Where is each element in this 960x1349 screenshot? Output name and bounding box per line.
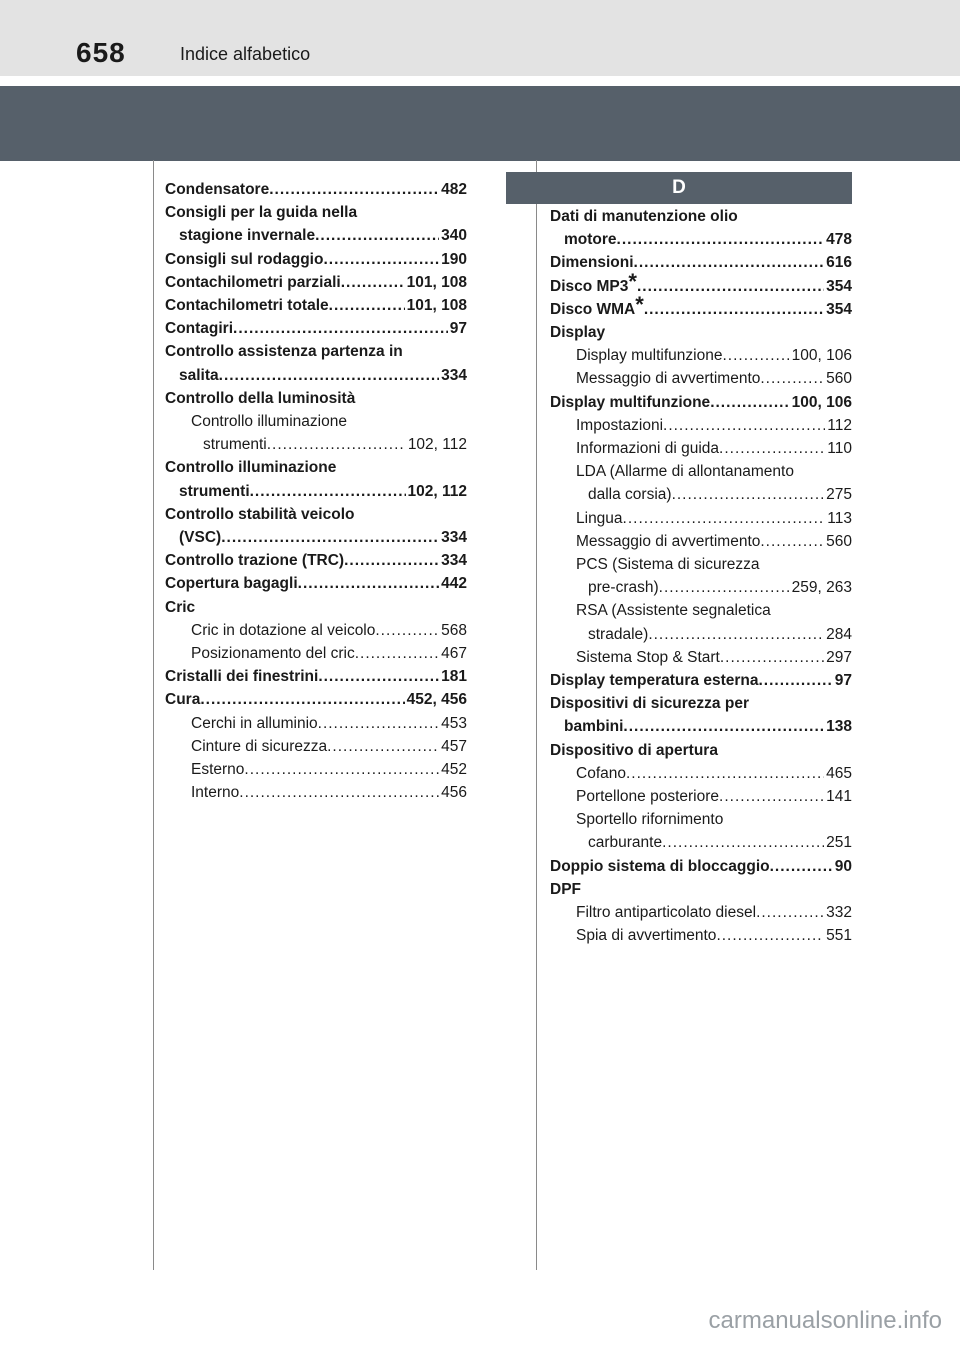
entry-term: Sistema Stop & Start xyxy=(576,648,720,666)
entry-term: DPF xyxy=(550,880,581,898)
entry-page-ref: 102, 112 xyxy=(407,482,467,500)
entry-term: Portellone posteriore xyxy=(576,788,720,806)
entry-term: LDA (Allarme di allontanamento xyxy=(576,463,794,481)
index-entry xyxy=(165,781,467,804)
entry-term: Lingua xyxy=(576,509,623,527)
index-entry xyxy=(165,596,467,619)
entry-term: RSA (Assistente segnaletica xyxy=(576,602,771,620)
entry-term: Cerchi in alluminio xyxy=(191,714,318,732)
dot-leader xyxy=(355,642,439,665)
dot-leader xyxy=(327,735,439,758)
index-entry xyxy=(550,414,852,437)
dot-leader xyxy=(760,367,824,390)
dot-leader xyxy=(250,480,406,503)
entry-term: strumenti xyxy=(179,482,250,500)
entry-page-ref: 332 xyxy=(826,904,852,922)
entry-page-ref: 251 xyxy=(826,834,852,852)
entry-term: pre-crash) xyxy=(588,579,659,597)
entry-term: Cristalli dei finestrini xyxy=(165,668,319,686)
dot-leader xyxy=(719,437,825,460)
index-entry xyxy=(550,483,852,506)
entry-page-ref: 465 xyxy=(826,764,852,782)
page-number: 658 xyxy=(76,37,126,68)
entry-term: Consigli per la guida nella xyxy=(165,204,358,222)
entry-term: Informazioni di guida xyxy=(576,440,720,458)
entry-page-ref: 110 xyxy=(827,440,852,458)
index-entry xyxy=(550,924,852,947)
entry-page-ref: 334 xyxy=(441,552,467,570)
entry-page-ref: 616 xyxy=(826,254,852,272)
entry-term: Controllo illuminazione xyxy=(165,459,337,477)
entry-term: dalla corsia) xyxy=(588,486,672,504)
index-entry xyxy=(550,692,852,715)
index-entry xyxy=(165,201,467,224)
entry-term: Controllo assistenza partenza in xyxy=(165,343,403,361)
index-entry xyxy=(165,503,467,526)
entry-term: salita xyxy=(179,366,219,384)
index-entry xyxy=(550,291,852,321)
entry-term: Cura xyxy=(165,691,201,709)
index-entry xyxy=(550,391,852,414)
entry-page-ref: 90 xyxy=(834,857,852,875)
dot-leader xyxy=(758,669,832,692)
index-entry xyxy=(550,901,852,924)
dot-leader xyxy=(318,712,439,735)
entry-page-ref: 482 xyxy=(441,181,467,198)
entry-page-ref: 190 xyxy=(441,250,467,268)
dot-leader xyxy=(710,391,789,414)
entry-term: bambini xyxy=(564,718,624,736)
entry-term: Dispositivi di sicurezza per xyxy=(550,695,749,713)
entry-page-ref: 467 xyxy=(441,645,467,663)
entry-term: Cric in dotazione al veicolo xyxy=(191,621,376,639)
index-entry xyxy=(165,572,467,595)
column-divider-left xyxy=(153,160,154,1270)
entry-page-ref: 297 xyxy=(826,648,852,666)
entry-term: Messaggio di avvertimento xyxy=(576,370,761,388)
index-entry xyxy=(165,387,467,410)
entry-page-ref: 259, 263 xyxy=(791,579,852,597)
index-entry xyxy=(550,831,852,854)
entry-page-ref: 551 xyxy=(826,927,852,945)
entry-page-ref: 453 xyxy=(441,714,467,732)
entry-page-ref: 284 xyxy=(826,625,852,643)
dot-leader xyxy=(659,576,790,599)
entry-term: Sportello rifornimento xyxy=(576,811,724,829)
index-entry xyxy=(165,340,467,363)
dot-leader xyxy=(267,433,406,456)
entry-page-ref: 100, 106 xyxy=(791,347,852,365)
dot-leader xyxy=(644,298,824,321)
entry-term: Posizionamento del cric xyxy=(191,645,355,663)
dot-leader xyxy=(760,530,824,553)
dot-leader xyxy=(375,619,439,642)
entry-term: Disco WMA* xyxy=(550,291,644,318)
dot-leader xyxy=(626,762,824,785)
index-entry xyxy=(550,507,852,530)
dot-leader xyxy=(722,344,789,367)
entry-page-ref: 141 xyxy=(826,788,852,806)
index-entry xyxy=(165,549,467,572)
index-entry xyxy=(165,712,467,735)
index-entry xyxy=(550,855,852,878)
entry-term: Cofano xyxy=(576,764,626,782)
index-entry xyxy=(550,553,852,576)
index-entry xyxy=(165,410,467,433)
entry-page-ref: 101, 108 xyxy=(406,297,467,315)
dot-leader xyxy=(318,665,439,688)
column-divider-right xyxy=(536,160,537,1270)
dot-leader xyxy=(341,271,405,294)
index-entry xyxy=(550,762,852,785)
entry-page-ref: 100, 106 xyxy=(791,393,852,411)
dot-leader xyxy=(637,275,824,298)
index-entry xyxy=(165,735,467,758)
entry-term: PCS (Sistema di sicurezza xyxy=(576,556,760,574)
entry-page-ref: 112 xyxy=(827,416,852,434)
index-entry xyxy=(165,224,467,247)
index-entry xyxy=(550,437,852,460)
entry-page-ref: 354 xyxy=(826,277,852,295)
entry-term: Doppio sistema di bloccaggio xyxy=(550,857,770,875)
entry-term: Controllo stabilità veicolo xyxy=(165,505,355,523)
dot-leader xyxy=(344,549,439,572)
entry-page-ref: 334 xyxy=(441,529,467,547)
dot-leader xyxy=(298,572,439,595)
index-entry xyxy=(550,669,852,692)
entry-page-ref: 354 xyxy=(826,300,852,318)
dot-leader xyxy=(329,294,405,317)
entry-page-ref: 560 xyxy=(826,370,852,388)
index-entry xyxy=(165,364,467,387)
entry-term: Cric xyxy=(165,598,196,616)
watermark: carmanualsonline.info xyxy=(708,1307,942,1334)
entry-term: Contachilometri totale xyxy=(165,297,329,315)
index-entry xyxy=(165,688,467,711)
top-bar xyxy=(0,0,960,76)
dot-leader xyxy=(323,248,439,271)
dot-leader xyxy=(623,507,826,530)
entry-page-ref: 568 xyxy=(441,621,467,639)
dot-leader xyxy=(315,224,439,247)
entry-term: Contagiri xyxy=(165,320,234,338)
dot-leader xyxy=(720,646,824,669)
entry-term: Condensatore xyxy=(165,181,270,198)
index-entry xyxy=(550,599,852,622)
entry-page-ref: 457 xyxy=(441,737,467,755)
entry-term: Controllo della luminosità xyxy=(165,389,356,407)
dot-leader xyxy=(623,715,824,738)
entry-term: Controllo trazione (TRC) xyxy=(165,552,345,570)
header-band xyxy=(0,86,960,161)
entry-page-ref: 340 xyxy=(441,227,467,245)
index-entry xyxy=(165,480,467,503)
entry-term: strumenti xyxy=(203,436,267,454)
entry-term: Cinture di sicurezza xyxy=(191,737,328,755)
asterisk-icon: * xyxy=(635,291,644,317)
entry-page-ref: 138 xyxy=(826,718,852,736)
entry-term: Dimensioni xyxy=(550,254,634,272)
entry-page-ref: 181 xyxy=(441,668,467,686)
dot-leader xyxy=(219,364,439,387)
entry-page-ref: 456 xyxy=(441,784,467,802)
index-entry xyxy=(550,205,852,228)
index-entry xyxy=(550,228,852,251)
index-entry xyxy=(550,715,852,738)
entry-page-ref: 334 xyxy=(441,366,467,384)
entry-page-ref: 452, 456 xyxy=(406,691,467,709)
entry-term: Copertura bagagli xyxy=(165,575,298,593)
index-entry xyxy=(550,878,852,901)
index-entry xyxy=(550,739,852,762)
index-entry xyxy=(550,808,852,831)
entry-page-ref: 113 xyxy=(827,509,852,527)
entry-term: Display xyxy=(550,324,606,342)
index-entry xyxy=(165,433,467,456)
index-entry xyxy=(165,178,467,201)
entry-term: Controllo illuminazione xyxy=(191,413,347,431)
index-entry xyxy=(165,248,467,271)
index-entry xyxy=(165,665,467,688)
dot-leader xyxy=(617,228,825,251)
entry-page-ref: 442 xyxy=(441,575,467,593)
index-entry xyxy=(550,367,852,390)
dot-leader xyxy=(716,924,824,947)
dot-leader xyxy=(672,483,825,506)
dot-leader xyxy=(719,785,824,808)
index-entry xyxy=(550,646,852,669)
entry-term: Display multifunzione xyxy=(550,393,711,411)
index-entry xyxy=(165,758,467,781)
entry-term: Disco MP3* xyxy=(550,268,637,295)
entry-term: Filtro antiparticolato diesel xyxy=(576,904,757,922)
entry-page-ref: 97 xyxy=(449,320,467,338)
asterisk-icon: * xyxy=(628,268,637,294)
index-entry xyxy=(165,271,467,294)
index-entry xyxy=(550,785,852,808)
index-entry xyxy=(550,623,852,646)
index-entry xyxy=(550,251,852,274)
entry-term: stagione invernale xyxy=(179,227,316,245)
dot-leader xyxy=(269,178,439,201)
index-entry xyxy=(165,456,467,479)
entry-page-ref: 102, 112 xyxy=(407,436,467,454)
index-entry xyxy=(550,321,852,344)
entry-term: Display temperatura esterna xyxy=(550,672,759,690)
entry-term: (VSC) xyxy=(179,529,222,547)
entry-term: Dispositivo di apertura xyxy=(550,741,718,759)
entry-term: carburante xyxy=(588,834,663,852)
entry-term: Contachilometri parziali xyxy=(165,273,341,291)
dot-leader xyxy=(221,526,439,549)
index-entry xyxy=(165,526,467,549)
dot-leader xyxy=(770,855,833,878)
index-entry xyxy=(550,460,852,483)
entry-term: Esterno xyxy=(191,761,245,779)
dot-leader xyxy=(634,251,825,274)
index-entry xyxy=(165,642,467,665)
entry-term: Spia di avvertimento xyxy=(576,927,717,945)
entry-page-ref: 560 xyxy=(826,532,852,550)
index-entry xyxy=(550,344,852,367)
index-entry xyxy=(550,530,852,553)
index-entry xyxy=(165,294,467,317)
index-column-left xyxy=(165,178,467,804)
entry-term: Impostazioni xyxy=(576,416,664,434)
dot-leader xyxy=(200,688,404,711)
index-entry xyxy=(165,619,467,642)
dot-leader xyxy=(233,317,448,340)
entry-term: Display multifunzione xyxy=(576,347,723,365)
entry-term: Interno xyxy=(191,784,240,802)
entry-page-ref: 452 xyxy=(441,761,467,779)
entry-page-ref: 275 xyxy=(826,486,852,504)
entry-term: Messaggio di avvertimento xyxy=(576,532,761,550)
entry-page-ref: 101, 108 xyxy=(406,273,467,291)
dot-leader xyxy=(662,831,824,854)
index-entry xyxy=(550,576,852,599)
index-column-right xyxy=(550,205,852,948)
dot-leader xyxy=(244,758,439,781)
dot-leader xyxy=(663,414,825,437)
page-title: Indice alfabetico xyxy=(180,44,311,64)
dot-leader xyxy=(648,623,824,646)
dot-leader xyxy=(756,901,824,924)
entry-page-ref: 97 xyxy=(834,672,852,690)
entry-term: Dati di manutenzione olio xyxy=(550,208,738,225)
index-entry xyxy=(550,268,852,298)
section-letter-header: D xyxy=(506,172,852,204)
entry-page-ref: 478 xyxy=(826,231,852,249)
index-entry xyxy=(165,317,467,340)
entry-term: motore xyxy=(564,231,617,249)
entry-term: stradale) xyxy=(588,625,649,643)
dot-leader xyxy=(239,781,439,804)
entry-term: Consigli sul rodaggio xyxy=(165,250,324,268)
